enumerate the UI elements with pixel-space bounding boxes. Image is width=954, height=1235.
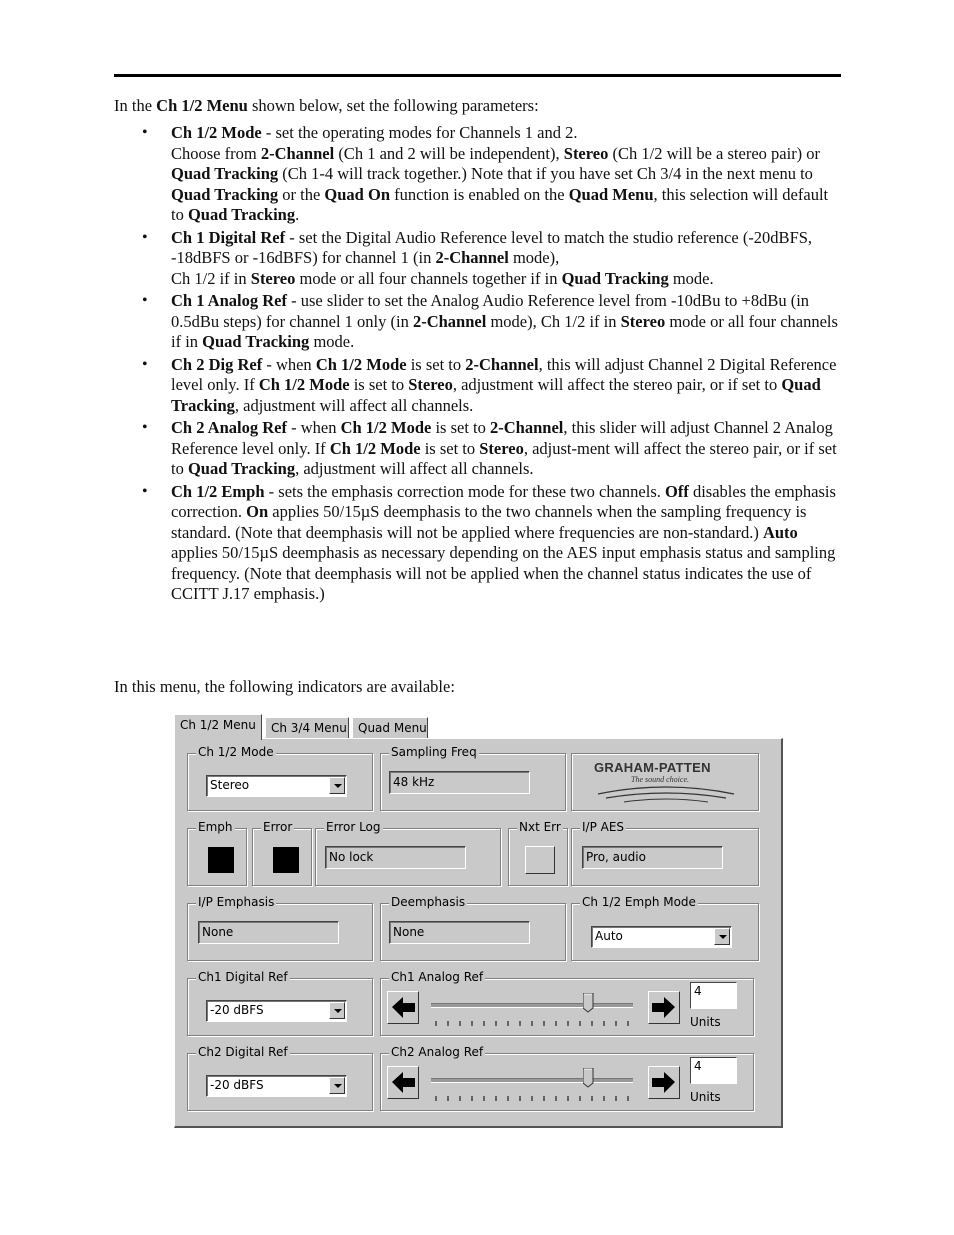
ip-emphasis-group — [187, 895, 373, 961]
ch12-mode-group — [187, 745, 373, 811]
deemphasis-label: Deemphasis — [391, 895, 466, 909]
graham-patten-logo: GRAHAM-PATTEN — [594, 760, 711, 775]
tab-ch34-menu[interactable]: Ch 3/4 Menu — [265, 717, 349, 739]
ch12-mode-value: Stereo — [210, 778, 250, 792]
ch2-increase-button[interactable] — [648, 1066, 680, 1099]
sampling-freq-label: Sampling Freq — [391, 745, 477, 759]
ch2-digital-ref-group — [187, 1045, 373, 1111]
ch12-menu-dialog — [174, 714, 784, 1128]
ch2-units-label: Units — [690, 1090, 721, 1104]
emph-mode-group — [571, 895, 759, 961]
emph-mode-label: Ch 1/2 Emph Mode — [582, 895, 696, 909]
logo-group — [571, 753, 759, 811]
ch2-digital-ref-select[interactable] — [206, 1075, 347, 1097]
ch1-slider-thumb[interactable] — [583, 993, 594, 1013]
emph-indicator — [208, 847, 234, 873]
nxt-err-group — [508, 820, 568, 886]
logo-swoosh-icon — [596, 784, 736, 806]
right-arrow-icon — [649, 1067, 679, 1098]
error-log-group — [315, 820, 501, 886]
ch1-digital-ref-label: Ch1 Digital Ref — [198, 970, 288, 984]
ip-aes-label: I/P AES — [582, 820, 625, 834]
ip-emphasis-label: I/P Emphasis — [198, 895, 275, 909]
ch1-analog-value-input[interactable]: 4 — [690, 982, 737, 1009]
ip-emphasis-field: None — [198, 921, 339, 944]
ch1-digital-ref-select[interactable] — [206, 1000, 347, 1022]
ch1-slider-track[interactable] — [431, 1003, 633, 1008]
ch2-slider-thumb[interactable] — [583, 1068, 594, 1088]
error-group — [252, 820, 312, 886]
sampling-freq-field: 48 kHz — [389, 771, 530, 794]
list-item: • Ch 1 Analog Ref - use slider to set the Analog Audio Reference level from -10dBu to +8dBu (in 0.5dBu steps) for channel 1 only (in 2-Channel mode), Ch 1/2 if in Stereo mode or all four channels if in Quad Tracking mode. — [114, 291, 841, 353]
ip-aes-group — [571, 820, 759, 886]
ch2-analog-value-input[interactable]: 4 — [690, 1057, 737, 1084]
chevron-down-icon[interactable] — [329, 1077, 345, 1094]
logo-tagline: The sound choice. — [631, 775, 689, 784]
emph-group — [187, 820, 247, 886]
error-indicator — [273, 847, 299, 873]
error-log-label: Error Log — [326, 820, 381, 834]
ch2-analog-ref-label: Ch2 Analog Ref — [391, 1045, 484, 1059]
ch2-digital-ref-label: Ch2 Digital Ref — [198, 1045, 288, 1059]
tab-panel — [174, 738, 783, 1128]
emph-mode-value: Auto — [595, 929, 623, 943]
ip-aes-field: Pro, audio — [582, 846, 723, 869]
left-arrow-icon — [388, 992, 418, 1023]
error-log-field: No lock — [325, 846, 466, 869]
header-rule — [114, 74, 841, 77]
deemphasis-group — [380, 895, 566, 961]
tab-ch12-menu[interactable]: Ch 1/2 Menu — [174, 714, 262, 740]
ch2-decrease-button[interactable] — [387, 1066, 419, 1099]
ch1-analog-ref-group — [380, 970, 754, 1036]
ch1-slider-ticks — [431, 1020, 637, 1028]
ch1-decrease-button[interactable] — [387, 991, 419, 1024]
list-item: • Ch 2 Dig Ref - when Ch 1/2 Mode is set to 2-Channel, this will adjust Channel 2 Digital Reference level only. If Ch 1/2 Mode is set to Stereo, adjustment will affect the stereo pair, or if set to Quad Tracking, adjustment will affect all channels. — [114, 355, 841, 417]
ch2-digital-ref-value: -20 dBFS — [210, 1078, 264, 1092]
sampling-freq-group — [380, 745, 566, 811]
left-arrow-icon — [388, 1067, 418, 1098]
tab-quad-menu[interactable]: Quad Menu — [352, 717, 428, 739]
ch1-increase-button[interactable] — [648, 991, 680, 1024]
chevron-down-icon[interactable] — [329, 1002, 345, 1019]
ch1-digital-ref-group — [187, 970, 373, 1036]
list-item: • Ch 1 Digital Ref - set the Digital Audio Reference level to match the studio reference (-20dBFS, -18dBFS or -16dBFS) for channel 1 (in 2-Channel mode), Ch 1/2 if in Stereo mode or all four channels together if in Quad Tracking mode. — [114, 228, 841, 290]
right-arrow-icon — [649, 992, 679, 1023]
ch2-analog-ref-group — [380, 1045, 754, 1111]
parameter-list — [114, 123, 841, 607]
list-item: • Ch 2 Analog Ref - when Ch 1/2 Mode is set to 2-Channel, this slider will adjust Channel 2 Analog Reference level only. If Ch 1/2 Mode is set to Stereo, adjust-ment will affect the stereo pair, or if set to Quad Tracking, adjustment will affect all channels. — [114, 418, 841, 480]
chevron-down-icon[interactable] — [714, 928, 730, 945]
deemphasis-field: None — [389, 921, 530, 944]
chevron-down-icon[interactable] — [329, 777, 345, 794]
list-item: • Ch 1/2 Emph - sets the emphasis correction mode for these two channels. Off disables the emphasis correction. On applies 50/15µS deemphasis to the two channels when the sampling frequency is standard. (Note that deemphasis will not be applied where frequencies are non-standard.) Auto applies 50/15µS deemphasis as necessary depending on the AES input emphasis status and sampling frequency. (Note that deemphasis will not be applied when the channel status indicates the use of CCITT J.17 emphasis.) — [114, 482, 841, 605]
ch12-mode-label: Ch 1/2 Mode — [198, 745, 274, 759]
intro-text: In the Ch 1/2 Menu shown below, set the following parameters: — [114, 96, 539, 115]
next-error-button[interactable] — [525, 846, 555, 874]
ch12-mode-select[interactable] — [206, 775, 347, 797]
ch1-units-label: Units — [690, 1015, 721, 1029]
list-item: • Ch 1/2 Mode - set the operating modes for Channels 1 and 2. Choose from 2-Channel (Ch 1 and 2 will be independent), Stereo (Ch 1/2 will be a stereo pair) or Quad Tracking (Ch 1-4 will track together.) Note that if you have set Ch 3/4 in the next menu to Quad Tracking or the Quad On function is enabled on the Quad Menu, this selection will default to Quad Tracking. — [114, 123, 841, 226]
indicators-text: In this menu, the following indicators are available: — [114, 677, 455, 696]
nxt-err-label: Nxt Err — [519, 820, 561, 834]
emph-mode-select[interactable] — [591, 926, 732, 948]
ch2-slider-ticks — [431, 1095, 637, 1103]
error-label: Error — [263, 820, 293, 834]
ch2-slider-track[interactable] — [431, 1078, 633, 1083]
ch1-analog-ref-label: Ch1 Analog Ref — [391, 970, 484, 984]
ch1-digital-ref-value: -20 dBFS — [210, 1003, 264, 1017]
emph-label: Emph — [198, 820, 233, 834]
